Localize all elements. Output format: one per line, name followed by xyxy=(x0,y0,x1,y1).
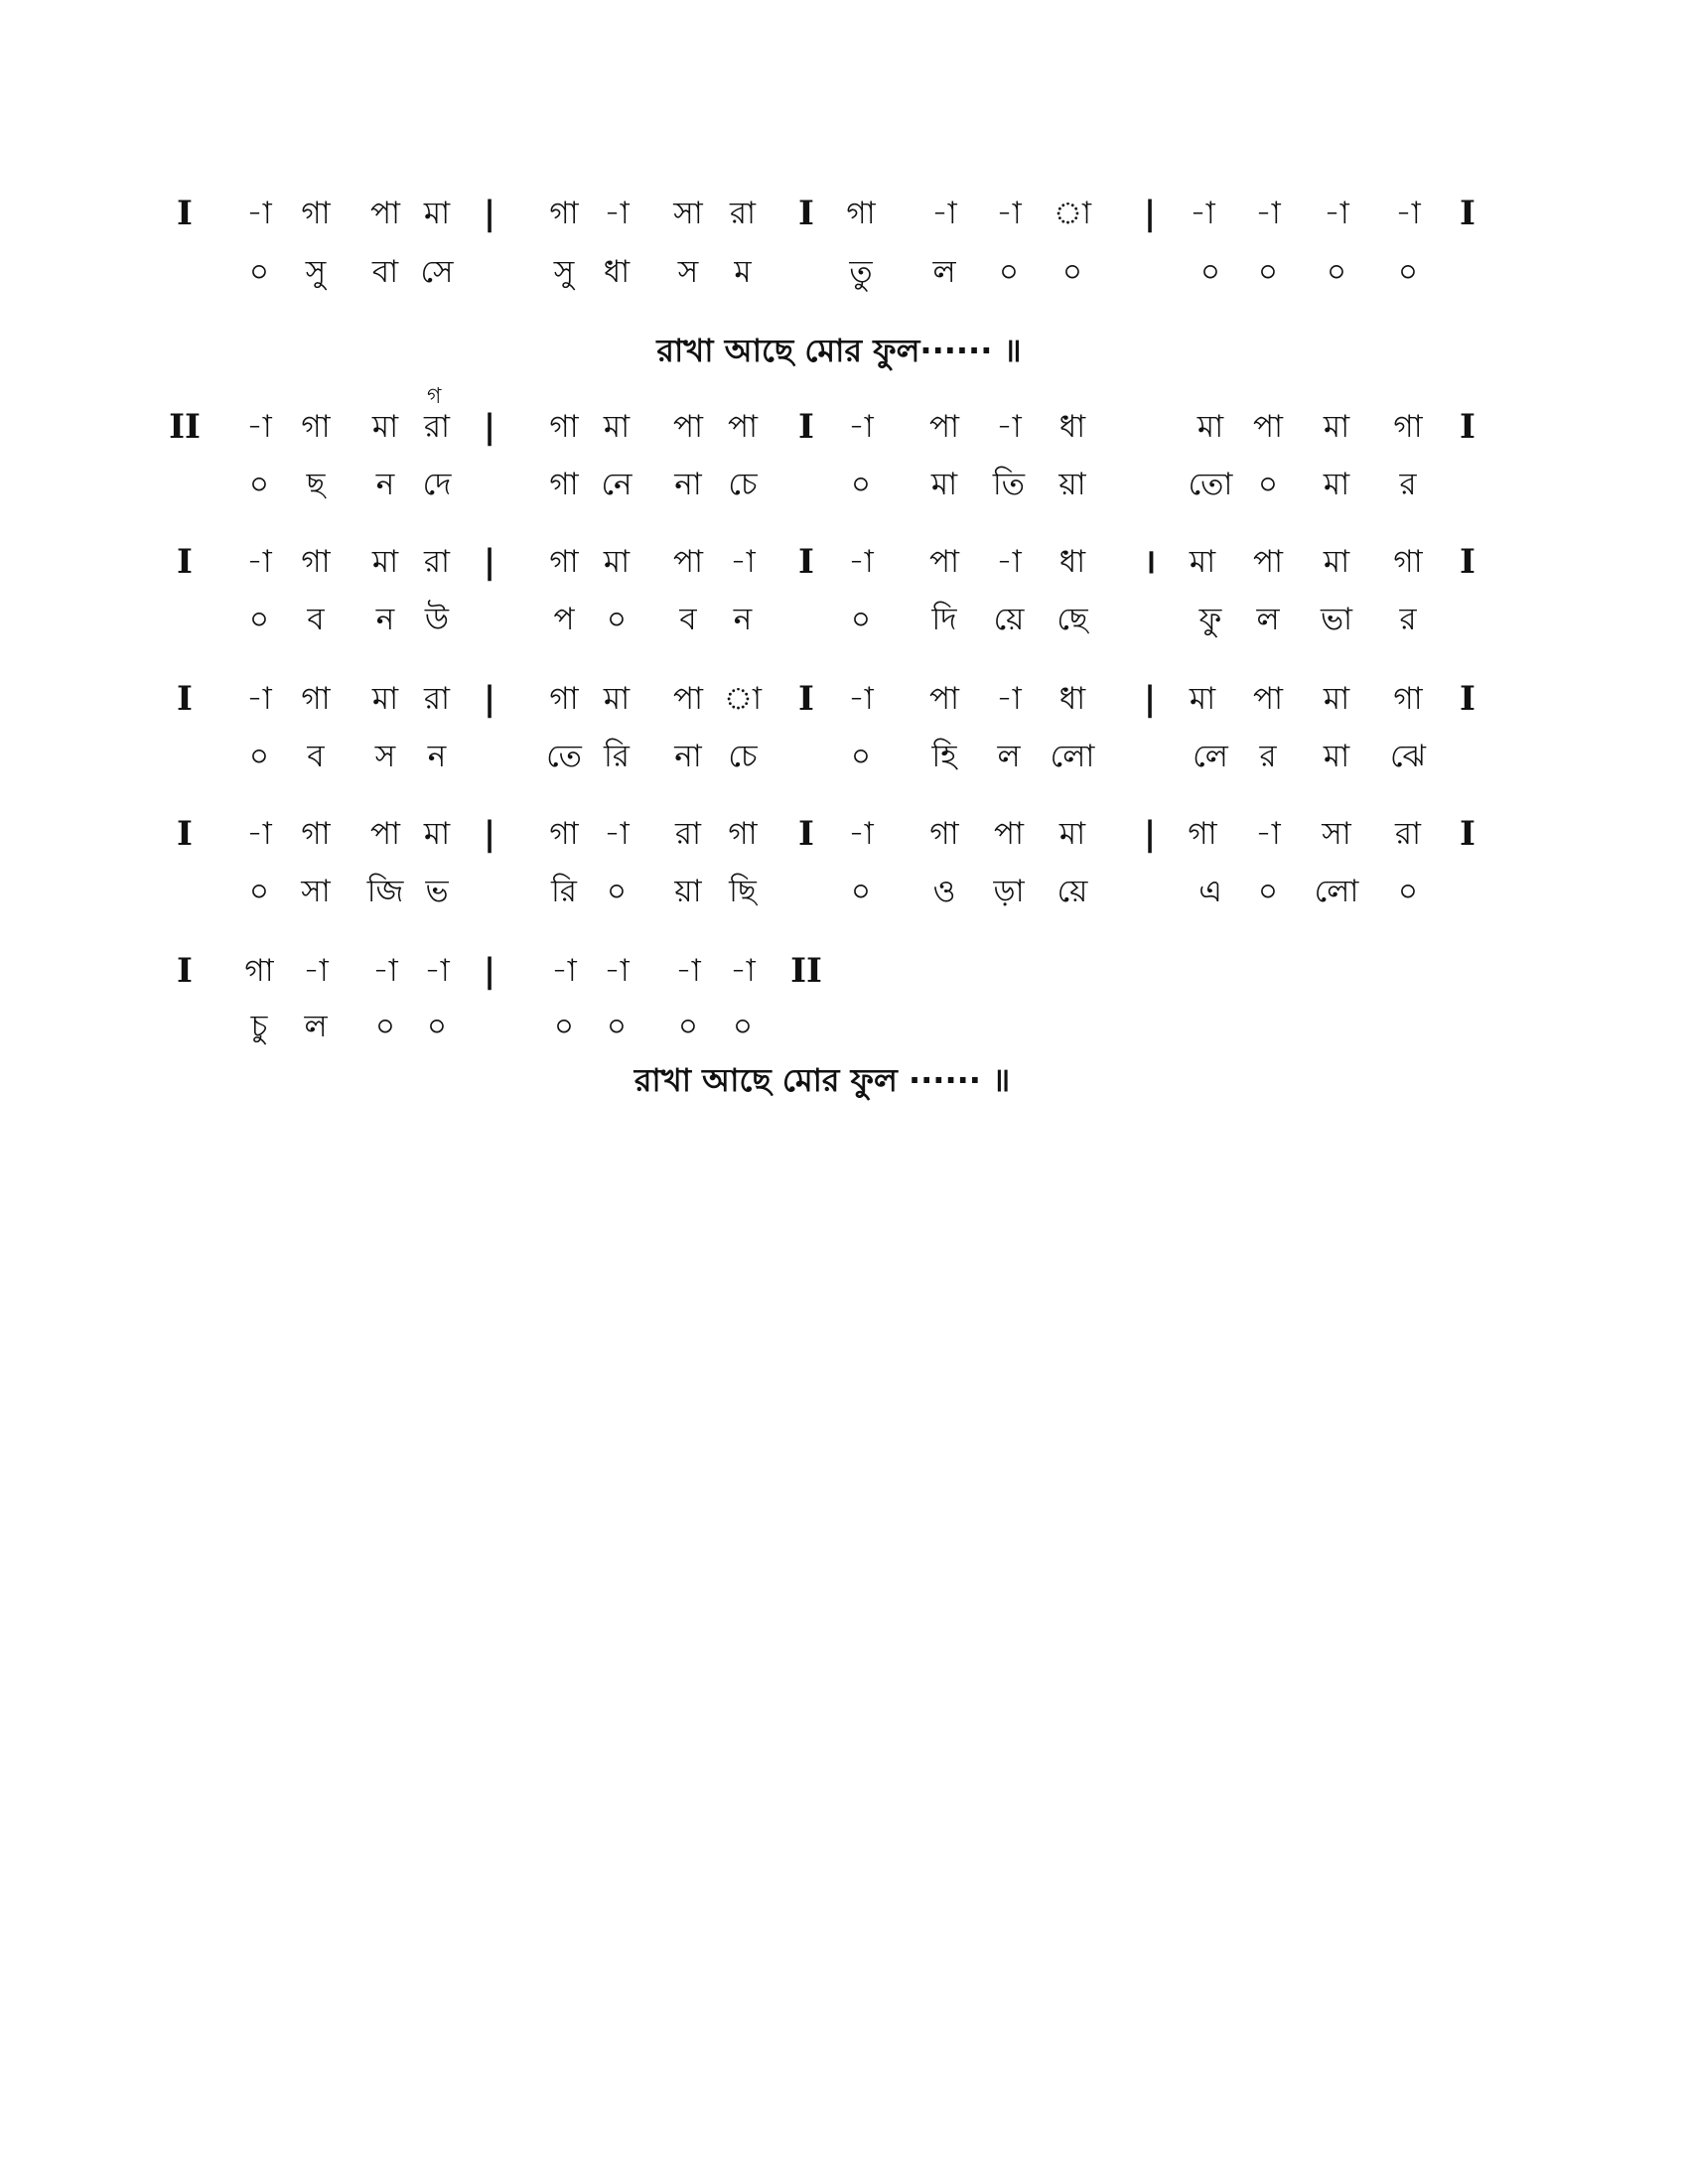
lyric-syllable: য়ে xyxy=(1056,874,1088,909)
note-cell: পা xyxy=(993,816,1025,852)
lyric-syllable: ০ xyxy=(248,467,270,502)
lyric-syllable: বা xyxy=(371,254,399,290)
barline: I xyxy=(177,814,193,854)
lyric-syllable: সু xyxy=(553,254,575,290)
note-cell: -া xyxy=(848,681,874,717)
note-cell: গা xyxy=(549,816,579,852)
lyric-syllable: ০ xyxy=(248,254,270,290)
lyric-syllable: ব xyxy=(307,602,325,637)
note-cell: গা xyxy=(549,681,579,717)
lyric-syllable: মা xyxy=(930,467,958,502)
lyric-syllable: নে xyxy=(601,467,633,502)
barline: I xyxy=(1460,194,1476,233)
lyric-syllable: র xyxy=(1399,602,1417,637)
lyric-syllable: ০ xyxy=(1257,467,1279,502)
barline: I xyxy=(177,194,193,233)
note-cell: মা xyxy=(371,409,399,445)
barline: I xyxy=(1460,407,1476,447)
lyric-syllable: ছে xyxy=(1056,602,1088,637)
note-cell: রা xyxy=(1394,816,1422,852)
lyric-syllable: ব xyxy=(307,739,325,774)
note-cell: -া xyxy=(1255,196,1281,231)
note-cell: রা xyxy=(423,544,451,580)
lyric-syllable: ০ xyxy=(426,1009,448,1044)
lyric-syllable: ম xyxy=(734,254,752,290)
note-cell: -া xyxy=(1255,816,1281,852)
lyric-syllable: ও xyxy=(932,874,956,909)
note-cell: মা xyxy=(1058,816,1086,852)
lyric-syllable: তি xyxy=(992,467,1026,502)
note-cell: পা xyxy=(928,409,960,445)
note-cell: পা xyxy=(369,196,401,231)
lyric-syllable: ০ xyxy=(1199,254,1221,290)
note-cell: -া xyxy=(1190,196,1215,231)
note-cell: গা xyxy=(301,681,331,717)
lyric-syllable: রি xyxy=(604,739,630,774)
note-cell: -া xyxy=(246,196,272,231)
lyric-syllable: ০ xyxy=(248,602,270,637)
lyric-syllable: ল xyxy=(932,254,956,290)
barline: | xyxy=(483,814,496,854)
barline: | xyxy=(483,951,496,991)
barline: | xyxy=(483,194,496,233)
note-cell: -া xyxy=(675,953,701,989)
lyric-syllable: ভা xyxy=(1320,602,1353,637)
barline: II xyxy=(169,407,201,447)
note-cell: পা xyxy=(928,544,960,580)
note-cell: মা xyxy=(603,409,631,445)
note-cell: মা xyxy=(1196,409,1224,445)
note-cell: -া xyxy=(303,953,329,989)
note-cell: -া xyxy=(604,196,630,231)
lyric-syllable: মা xyxy=(1323,467,1350,502)
barline: I xyxy=(798,407,814,447)
note-cell: গা xyxy=(549,544,579,580)
lyric-syllable: ছি xyxy=(729,874,757,909)
barline: I xyxy=(177,951,193,991)
note-cell: গা xyxy=(1188,816,1217,852)
note-cell: সা xyxy=(1322,816,1351,852)
note-cell: গা xyxy=(1393,409,1423,445)
barline: | xyxy=(483,542,496,582)
lyric-syllable: ০ xyxy=(850,467,872,502)
lyric-syllable: উ xyxy=(424,602,450,637)
lyric-syllable: ০ xyxy=(606,1009,628,1044)
lyric-syllable: ড়া xyxy=(993,874,1025,909)
note-cell: রা xyxy=(674,816,702,852)
note-cell: মা xyxy=(1323,409,1350,445)
note-cell: -া xyxy=(424,953,450,989)
note-cell: গা xyxy=(244,953,274,989)
note-cell: মা xyxy=(423,816,451,852)
note-cell: -া xyxy=(246,409,272,445)
refrain-line: রাখা আছে মোর ফুল ······ ॥ xyxy=(633,1061,1011,1099)
lyric-syllable: ন xyxy=(375,467,395,502)
lyric-syllable: ধা xyxy=(603,254,631,290)
lyric-syllable: চে xyxy=(728,739,758,774)
note-cell: মা xyxy=(603,681,631,717)
barline: I xyxy=(177,542,193,582)
barline: I xyxy=(798,542,814,582)
lyric-syllable: ০ xyxy=(1326,254,1347,290)
note-cell: -া xyxy=(848,409,874,445)
lyric-syllable: স xyxy=(374,739,396,774)
note-cell: গা xyxy=(1393,681,1423,717)
lyric-syllable: জি xyxy=(366,874,404,909)
lyric-syllable: সে xyxy=(420,254,454,290)
lyric-syllable: ০ xyxy=(850,739,872,774)
barline: I xyxy=(798,679,814,719)
note-cell: মা xyxy=(1189,544,1216,580)
barline: | xyxy=(1143,679,1157,719)
lyric-syllable: সা xyxy=(301,874,331,909)
lyric-syllable: য়া xyxy=(1058,467,1086,502)
barline: I xyxy=(1460,542,1476,582)
lyric-syllable: গা xyxy=(549,467,579,502)
note-cell: -া xyxy=(1395,196,1421,231)
lyric-syllable: না xyxy=(674,739,702,774)
lyric-syllable: ০ xyxy=(1257,874,1279,909)
note-cell: গা xyxy=(301,816,331,852)
lyric-syllable: স xyxy=(677,254,699,290)
lyric-syllable: র xyxy=(1399,467,1417,502)
lyric-syllable: মা xyxy=(1323,739,1350,774)
note-cell: গা xyxy=(549,409,579,445)
lyric-syllable: ন xyxy=(733,602,753,637)
note-cell: ধা xyxy=(1058,544,1086,580)
lyric-syllable: চু xyxy=(250,1009,268,1044)
lyric-syllable: ০ xyxy=(677,1009,699,1044)
lyric-syllable: ০ xyxy=(732,1009,754,1044)
lyric-syllable: ন xyxy=(427,739,447,774)
note-cell: পা xyxy=(1252,409,1284,445)
lyric-syllable: ফু xyxy=(1198,602,1222,637)
note-cell: -া xyxy=(730,953,756,989)
note-cell: -া xyxy=(246,544,272,580)
note-cell: -া xyxy=(246,816,272,852)
lyric-syllable: ০ xyxy=(553,1009,575,1044)
lyric-syllable: লো xyxy=(1314,874,1359,909)
note-cell: পা xyxy=(672,409,704,445)
note-cell: -া xyxy=(372,953,398,989)
note-cell: ধা xyxy=(1058,409,1086,445)
note-cell: গা xyxy=(1393,544,1423,580)
lyric-syllable: ০ xyxy=(374,1009,396,1044)
note-cell: মা xyxy=(1323,681,1350,717)
note-cell: সা xyxy=(673,196,703,231)
lyric-syllable: সু xyxy=(305,254,327,290)
lyric-syllable: ল xyxy=(304,1009,328,1044)
lyric-syllable: তে xyxy=(546,739,582,774)
note-cell: -া xyxy=(604,953,630,989)
lyric-syllable: ০ xyxy=(1397,254,1419,290)
lyric-syllable: লো xyxy=(1050,739,1095,774)
note-cell: -া xyxy=(1324,196,1349,231)
note-cell: -া xyxy=(551,953,577,989)
note-cell: মা xyxy=(1189,681,1216,717)
lyric-syllable: ০ xyxy=(850,602,872,637)
note-cell: -া xyxy=(730,544,756,580)
refrain-line: রাখা আছে মোর ফুল······ ॥ xyxy=(656,332,1022,369)
lyric-syllable: দে xyxy=(422,467,452,502)
barline: I xyxy=(798,194,814,233)
lyric-syllable: তো xyxy=(1188,467,1233,502)
note-cell: পা xyxy=(1252,681,1284,717)
barline: I xyxy=(798,814,814,854)
lyric-syllable: ০ xyxy=(606,602,628,637)
note-cell: া xyxy=(1053,196,1092,231)
note-cell: মা xyxy=(1323,544,1350,580)
lyric-syllable: ০ xyxy=(1397,874,1419,909)
barline: I xyxy=(177,679,193,719)
barline: | xyxy=(483,679,496,719)
lyric-syllable: তু xyxy=(849,254,873,290)
note-cell: পা xyxy=(1252,544,1284,580)
lyric-syllable: য়া xyxy=(674,874,702,909)
note-cell: পা xyxy=(928,681,960,717)
lyric-syllable: লে xyxy=(1193,739,1228,774)
lyric-syllable: ন xyxy=(375,602,395,637)
note-cell: গা xyxy=(301,544,331,580)
lyric-syllable: হি xyxy=(931,739,957,774)
lyric-syllable: ভ xyxy=(425,874,449,909)
note-cell: মা xyxy=(423,196,451,231)
note-cell: ধা xyxy=(1058,681,1086,717)
note-cell: -া xyxy=(996,681,1022,717)
lyric-syllable: ০ xyxy=(1061,254,1083,290)
note-cell: গা xyxy=(549,196,579,231)
note-cell: গা xyxy=(301,409,331,445)
lyric-syllable: ০ xyxy=(998,254,1020,290)
note-cell: -া xyxy=(996,544,1022,580)
lyric-syllable: ল xyxy=(1256,602,1280,637)
lyric-syllable: ব xyxy=(679,602,697,637)
lyric-syllable: দি xyxy=(931,602,957,637)
note-cell: পা xyxy=(727,409,759,445)
note-cell: রা xyxy=(423,409,451,445)
note-cell: রা xyxy=(423,681,451,717)
note-cell: পা xyxy=(672,544,704,580)
barline: । xyxy=(1143,542,1157,582)
lyric-syllable: ০ xyxy=(850,874,872,909)
barline: | xyxy=(1143,814,1157,854)
note-cell: গা xyxy=(728,816,758,852)
note-cell: পা xyxy=(672,681,704,717)
lyric-syllable: ল xyxy=(997,739,1021,774)
note-cell: মা xyxy=(603,544,631,580)
note-cell: রা xyxy=(729,196,757,231)
lyric-syllable: এ xyxy=(1198,874,1222,909)
lyric-syllable: না xyxy=(674,467,702,502)
note-cell: -া xyxy=(848,544,874,580)
lyric-syllable: ঝে xyxy=(1389,739,1427,774)
lyric-syllable: ০ xyxy=(606,874,628,909)
note-cell: -া xyxy=(931,196,957,231)
note-cell: -া xyxy=(604,816,630,852)
barline: | xyxy=(1143,194,1157,233)
lyric-syllable: প xyxy=(553,602,575,637)
note-cell: গা xyxy=(301,196,331,231)
lyric-syllable: র xyxy=(1259,739,1277,774)
lyric-syllable: য়ে xyxy=(993,602,1025,637)
grace-note: গ xyxy=(427,384,442,409)
lyric-syllable: রি xyxy=(551,874,577,909)
note-cell: পা xyxy=(369,816,401,852)
lyric-syllable: ছ xyxy=(306,467,326,502)
note-cell: মা xyxy=(371,681,399,717)
note-cell: মা xyxy=(371,544,399,580)
note-cell: গা xyxy=(846,196,876,231)
lyric-syllable: ০ xyxy=(248,874,270,909)
note-cell: -া xyxy=(848,816,874,852)
lyric-syllable: ০ xyxy=(248,739,270,774)
note-cell: গা xyxy=(929,816,959,852)
barline: I xyxy=(1460,679,1476,719)
lyric-syllable: চে xyxy=(728,467,758,502)
barline: I xyxy=(1460,814,1476,854)
note-cell: া xyxy=(723,681,763,717)
barline: | xyxy=(483,407,496,447)
lyric-syllable: ০ xyxy=(1257,254,1279,290)
note-cell: -া xyxy=(246,681,272,717)
barline: II xyxy=(790,951,822,991)
note-cell: -া xyxy=(996,409,1022,445)
note-cell: -া xyxy=(996,196,1022,231)
